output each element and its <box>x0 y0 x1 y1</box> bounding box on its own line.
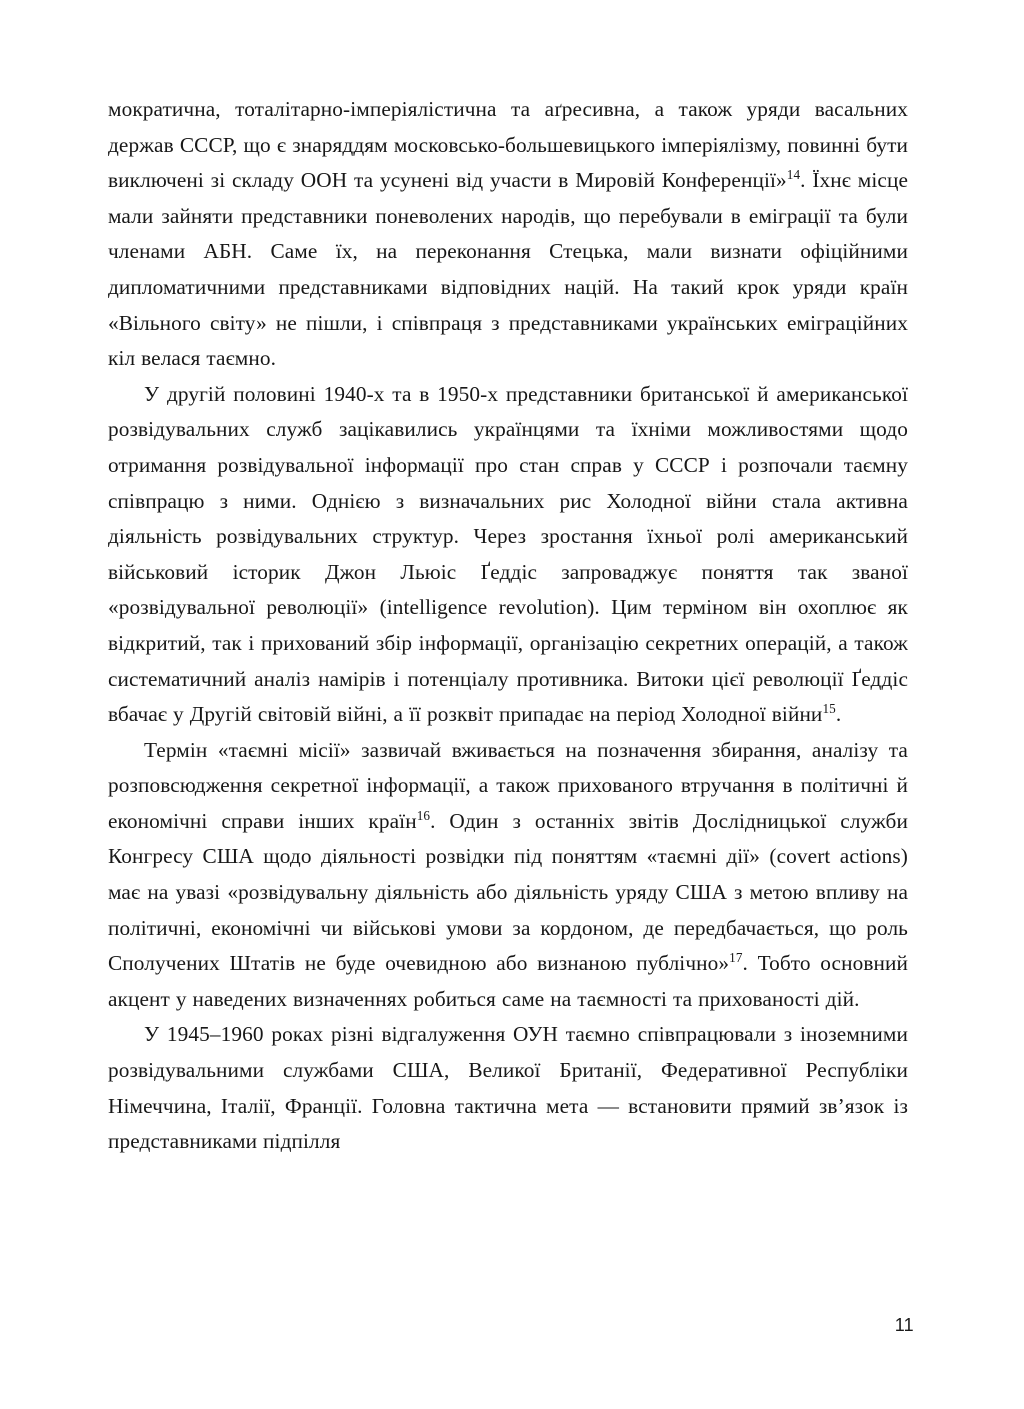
paragraph: У 1945–1960 роках різні відгалуження ОУН таємно співпрацювали з іноземними розвідувальними службами США, Великої Британії, Федеративної Республіки Німеччина, Італії, Франції. Головна тактична мета — встановити прямий зв’язок із представниками підпілля <box>108 1022 908 1154</box>
body-text-column <box>108 92 908 1160</box>
paragraph: мократична, тоталітарно-імперіялістична та аґресивна, а також уряди васальних держав СССР, що є знаряддям московсько-большевицького імперіялізму, повинні бути виключені зі складу ООН та усунені від участи в Мировій Конференції»$^{14}$. Їхнє місце мали зайняти представники поневолених народів, що перебували в еміграції та були членами АБН. Саме їх, на переконання Стецька, мали визнати офіційними дипломатичними представниками відповідних націй. На такий крок уряди країн «Вільного світу» не пішли, і співпраця з представниками українських еміграційних кіл велася таємно. <box>108 97 908 371</box>
paragraph: У другій половині 1940-х та в 1950-х представники британської й американської розвідувальних служб зацікавились українцями та їхніми можливостями щодо отримання розвідувальної інформації про стан справ у СССР і розпочали таємну співпрацю з ними. Однією з визначальних рис Холодної війни стала активна діяльність розвідувальних структур. Через зростання їхньої ролі американський військовий історик Джон Льюіс Ґеддіс запроваджує поняття так званої «розвідувальної революції» (intelligence revolution). Цим терміном він охоплює як відкритий, так і прихований збір інформації, організацію секретних операцій, а також систематичний аналіз намірів і потенціалу противника. Витоки цієї революції Ґеддіс вбачає у Другій світовій війні, а її розквіт припадає на період Холодної війни$^{15}$. <box>108 381 908 727</box>
paragraph: Термін «таємні місії» зазвичай вживається на позначення збирання, аналізу та розповсюдження секретної інформації, а також прихованого втручання в політичні й економічні справи інших країн$^{16}$. Один з останніх звітів Дослідницької служби Конгресу США щодо діяльності розвідки під поняттям «таємні дії» (covert actions) має на увазі «розвідувальну діяльність або діяльність уряду США з метою впливу на політичні, економічні чи військові умови за кордоном, де передбачається, що роль Сполучених Штатів не буде очевидною або визнаною публічно»$^{17}$. Тобто основний акцент у наведених визначеннях робиться саме на таємності та прихованості дій. <box>108 737 908 1011</box>
page-number: 11 <box>894 1315 914 1335</box>
